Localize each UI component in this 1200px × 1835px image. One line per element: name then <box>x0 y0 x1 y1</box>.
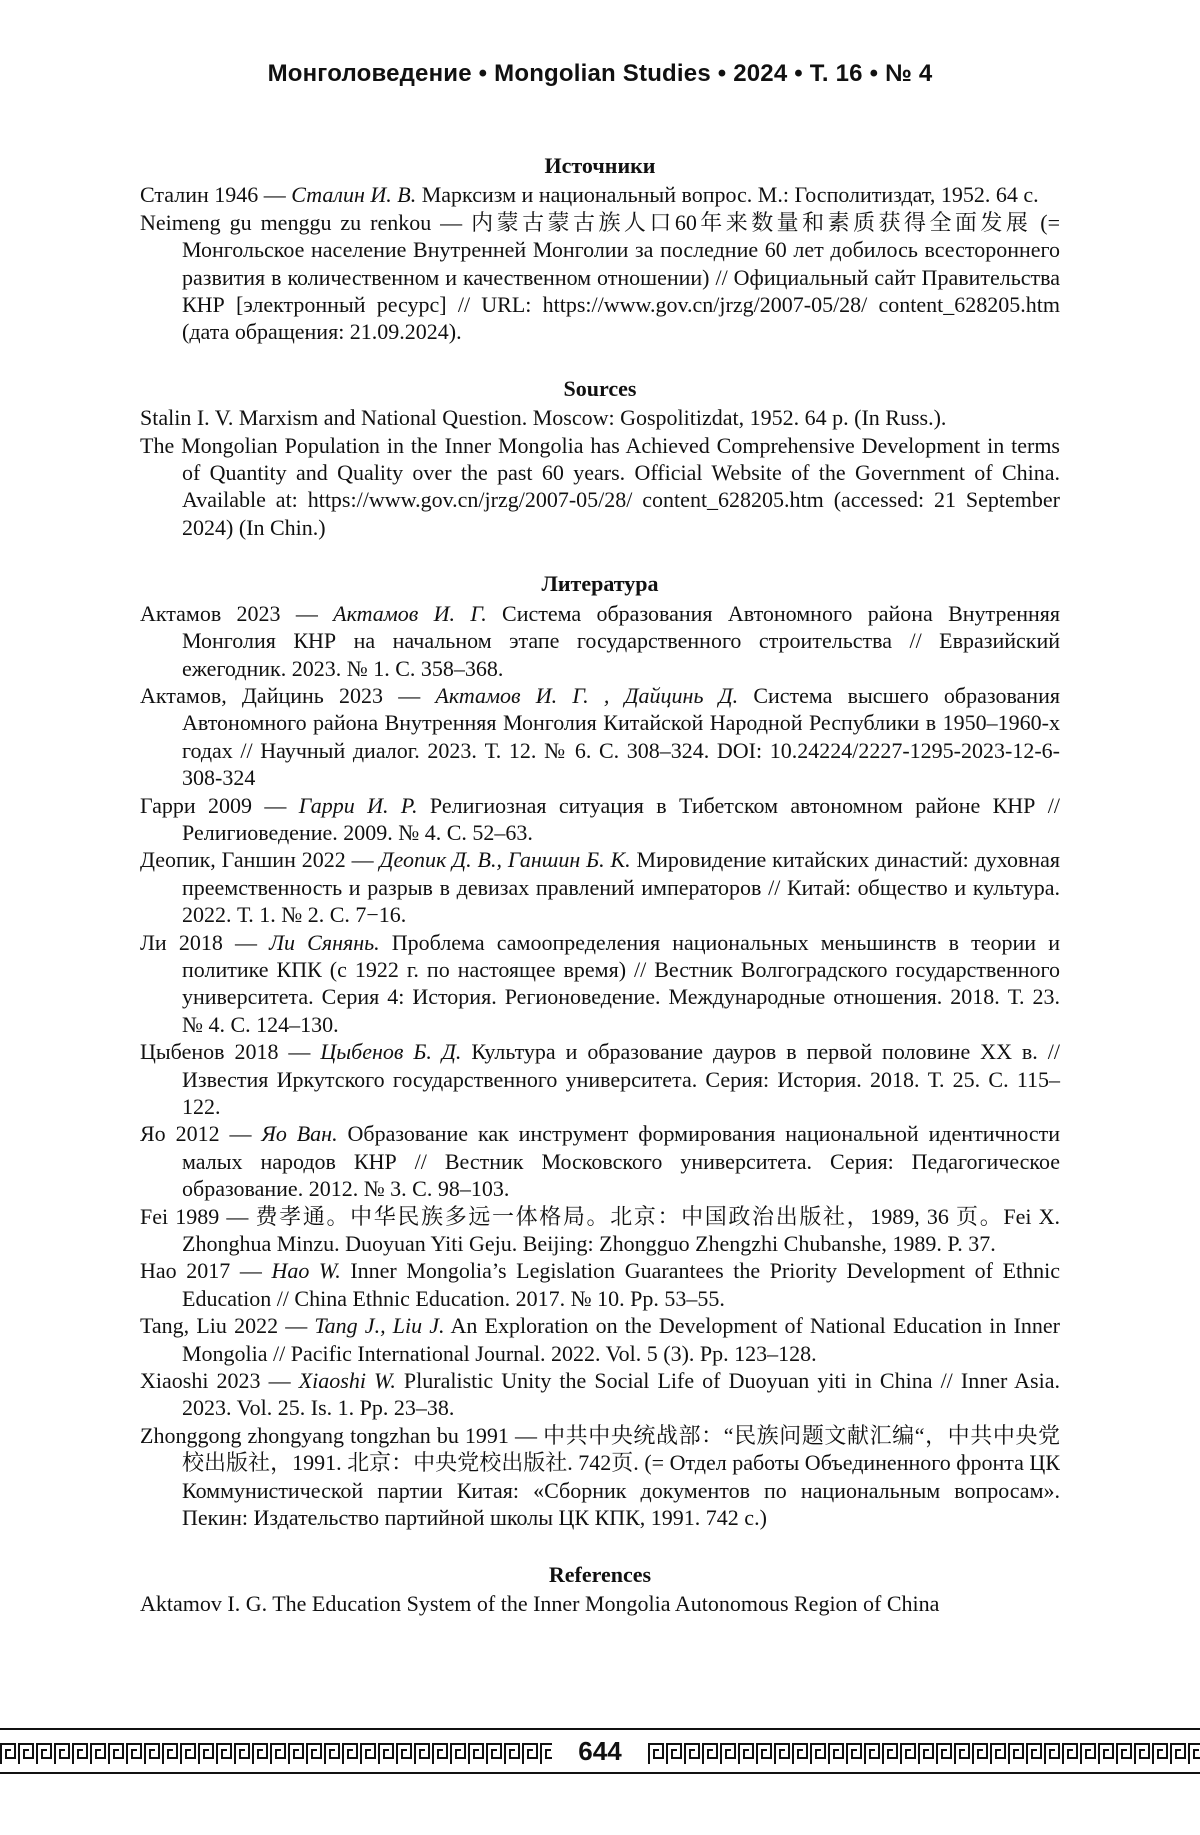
section-literatura <box>140 570 1060 1531</box>
running-header: Монголоведение • Mongolian Studies • 2024 • Т. 16 • № 4 <box>0 60 1200 88</box>
footer-rule-top <box>0 1728 1200 1730</box>
bibliography <box>140 152 1060 1646</box>
section-title: Источники <box>140 152 1060 179</box>
footer-rule-bottom <box>0 1772 1200 1774</box>
reference-entry: Сталин 1946 — Сталин И. В. Марксизм и национальный вопрос. М.: Госполитиздат, 1952. 64 с. <box>140 181 1060 208</box>
reference-entry: Цыбенов 2018 — Цыбенов Б. Д. Культура и образование дауров в первой половине XX в. // Известия Иркутского государственного университета. Серия: История. 2018. Т. 25. С. 115–122. <box>140 1038 1060 1120</box>
reference-entry: Hao 2017 — Hao W. Inner Mongolia’s Legislation Guarantees the Priority Development of Ethnic Education // China Ethnic Education. 2017. № 10. Pp. 53–55. <box>140 1257 1060 1312</box>
reference-entry: Zhonggong zhongyang tongzhan bu 1991 — 中共中央统战部：“民族问题文献汇编“，中共中央党校出版社，1991. 北京：中央党校出版社. 742页. (= Отдел работы Объединенного фронта ЦК Коммунистической партии Китая: «Сборник документов по национальным вопросам». Пекин: Издательство партийной школы ЦК КПК, 1991. 742 с.) <box>140 1422 1060 1532</box>
reference-entry: Neimeng gu menggu zu renkou — 内蒙古蒙古族人口60年来数量和素质获得全面发展 (= Монгольское население Внутренней Монголии за последние 60 лет добилось всестороннего развития в количественном и качественном отношении) // Официальный сайт Правительства КНР [электронный ресурс] // URL: https://www.gov.cn/jrzg/2007-05/28/ content_628205.htm (дата обращения: 21.09.2024). <box>140 209 1060 346</box>
reference-entry: Актамов 2023 — Актамов И. Г. Система образования Автономного района Внутренняя Монголия КНР на начальном этапе государственного строительства // Евразийский ежегодник. 2023. № 1. С. 358–368. <box>140 600 1060 682</box>
reference-entry: Яо 2012 — Яо Ван. Образование как инструмент формирования национальной идентичности малых народов КНР // Вестник Московского университета. Серия: Педагогическое образование. 2012. № 3. С. 98–103. <box>140 1120 1060 1202</box>
section-title: Литература <box>140 570 1060 597</box>
page-footer <box>0 1728 1200 1788</box>
reference-entry: Ли 2018 — Ли Сянянь. Проблема самоопределения национальных меньшинств в теории и политике КПК (с 1922 г. по настоящее время) // Вестник Волгоградского государственного университета. Серия 4: История. Регионоведение. Международные отношения. 2018. Т. 23. № 4. С. 124–130. <box>140 929 1060 1039</box>
reference-entry: The Mongolian Population in the Inner Mongolia has Achieved Comprehensive Development in terms of Quantity and Quality over the past 60 years. Official Website of the Government of China. Available at: https://www.gov.cn/jrzg/2007-05/28/ content_628205.htm (accessed: 21 September 2024) (In Chin.) <box>140 432 1060 542</box>
meander-ornament-left <box>0 1740 552 1766</box>
reference-entry: Xiaoshi 2023 — Xiaoshi W. Pluralistic Unity the Social Life of Duoyuan yiti in China // Inner Asia. 2023. Vol. 25. Is. 1. Pp. 23–38. <box>140 1367 1060 1422</box>
meander-ornament-right <box>648 1740 1200 1766</box>
page-number: 644 <box>560 1734 640 1768</box>
section-title: Sources <box>140 375 1060 402</box>
section-sources <box>140 375 1060 541</box>
reference-entry: Деопик, Ганшин 2022 — Деопик Д. В., Ганшин Б. К. Мировидение китайских династий: духовная преемственность и разрыв в девизах правлений императоров // Китай: общество и культура. 2022. Т. 1. № 2. С. 7−16. <box>140 846 1060 928</box>
reference-entry: Fei 1989 — 费孝通。中华民族多远一体格局。北京：中国政治出版社，1989, 36 页。Fei X. Zhonghua Minzu. Duoyuan Yiti Geju. Beijing: Zhongguo Zhengzhi Chubanshe, 1989. P. 37. <box>140 1203 1060 1258</box>
reference-entry: Гарри 2009 — Гарри И. Р. Религиозная ситуация в Тибетском автономном районе КНР // Религиоведение. 2009. № 4. С. 52–63. <box>140 792 1060 847</box>
reference-entry: Stalin I. V. Marxism and National Question. Moscow: Gospolitizdat, 1952. 64 p. (In Russ.). <box>140 404 1060 431</box>
reference-entry: Aktamov I. G. The Education System of the Inner Mongolia Autonomous Region of China <box>140 1590 1060 1617</box>
reference-entry: Tang, Liu 2022 — Tang J., Liu J. An Exploration on the Development of National Education in Inner Mongolia // Pacific International Journal. 2022. Vol. 5 (3). Pp. 123–128. <box>140 1312 1060 1367</box>
section-references <box>140 1561 1060 1618</box>
section-istochniki <box>140 152 1060 346</box>
reference-entry: Актамов, Дайцинь 2023 — Актамов И. Г. , Дайцинь Д. Система высшего образования Автономного района Внутренняя Монголия Китайской Народной Республики в 1950–1960-х годах // Научный диалог. 2023. Т. 12. № 6. С. 308–324. DOI: 10.24224/2227-1295-2023-12-6-308-324 <box>140 682 1060 792</box>
section-title: References <box>140 1561 1060 1588</box>
